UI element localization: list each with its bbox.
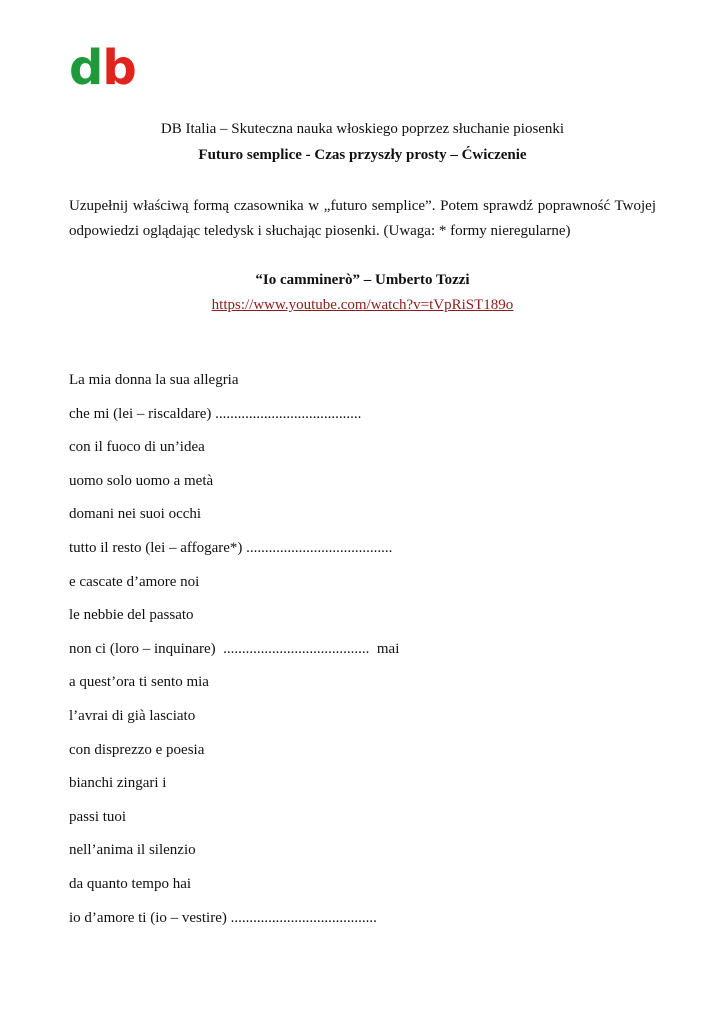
lyric-line-14: passi tuoi bbox=[69, 808, 127, 825]
document-title: Futuro semplice - Czas przyszły prosty – Ćwiczenie bbox=[198, 147, 527, 163]
lyric-line-9: non ci (loro – inquinare) ....................................... mai bbox=[69, 640, 400, 657]
lyric-line-15: nell’anima il silenzio bbox=[69, 842, 196, 859]
lyric-line-13: bianchi zingari i bbox=[69, 775, 167, 792]
exercise-instructions: Uzupełnij właściwą formą czasownika w „futuro semplice”. Potem sprawdź poprawność Twojej odpowiedzi oglądając teledysk i słuchając piosenki. (Uwaga: * formy nieregularne) bbox=[69, 198, 656, 239]
lyric-line-3: con il fuoco di un’idea bbox=[69, 439, 205, 456]
logo-letter-b: b bbox=[102, 40, 136, 96]
song-title: “Io camminerò” – Umberto Tozzi bbox=[255, 272, 470, 288]
lyric-line-16: da quanto tempo hai bbox=[69, 875, 192, 892]
lyric-line-1: La mia donna la sua allegria bbox=[69, 372, 239, 388]
lyric-line-11: l’avrai di già lasciato bbox=[69, 707, 196, 724]
lyric-line-6: tutto il resto (lei – affogare*) ....................................... bbox=[69, 539, 393, 556]
logo-letter-d: d bbox=[69, 40, 103, 96]
lyric-line-10: a quest’ora ti sento mia bbox=[69, 674, 209, 691]
lyric-line-2: che mi (lei – riscaldare) ....................................... bbox=[69, 405, 362, 422]
document-subtitle: DB Italia – Skuteczna nauka włoskiego poprzez słuchanie piosenki bbox=[160, 121, 565, 137]
db-logo bbox=[69, 40, 136, 96]
lyric-line-12: con disprezzo e poesia bbox=[69, 741, 205, 758]
lyrics-list bbox=[69, 371, 669, 942]
lyric-line-8: le nebbie del passato bbox=[69, 607, 194, 624]
lyric-line-4: uomo solo uomo a metà bbox=[69, 472, 214, 489]
youtube-link[interactable]: https://www.youtube.com/watch?v=tVpRiST189o bbox=[211, 297, 514, 313]
lyric-line-5: domani nei suoi occhi bbox=[69, 506, 202, 523]
song-link-container bbox=[0, 296, 725, 314]
lyric-line-7: e cascate d’amore noi bbox=[69, 573, 200, 590]
lyric-line-17: io d’amore ti (io – vestire) ....................................... bbox=[69, 909, 377, 926]
